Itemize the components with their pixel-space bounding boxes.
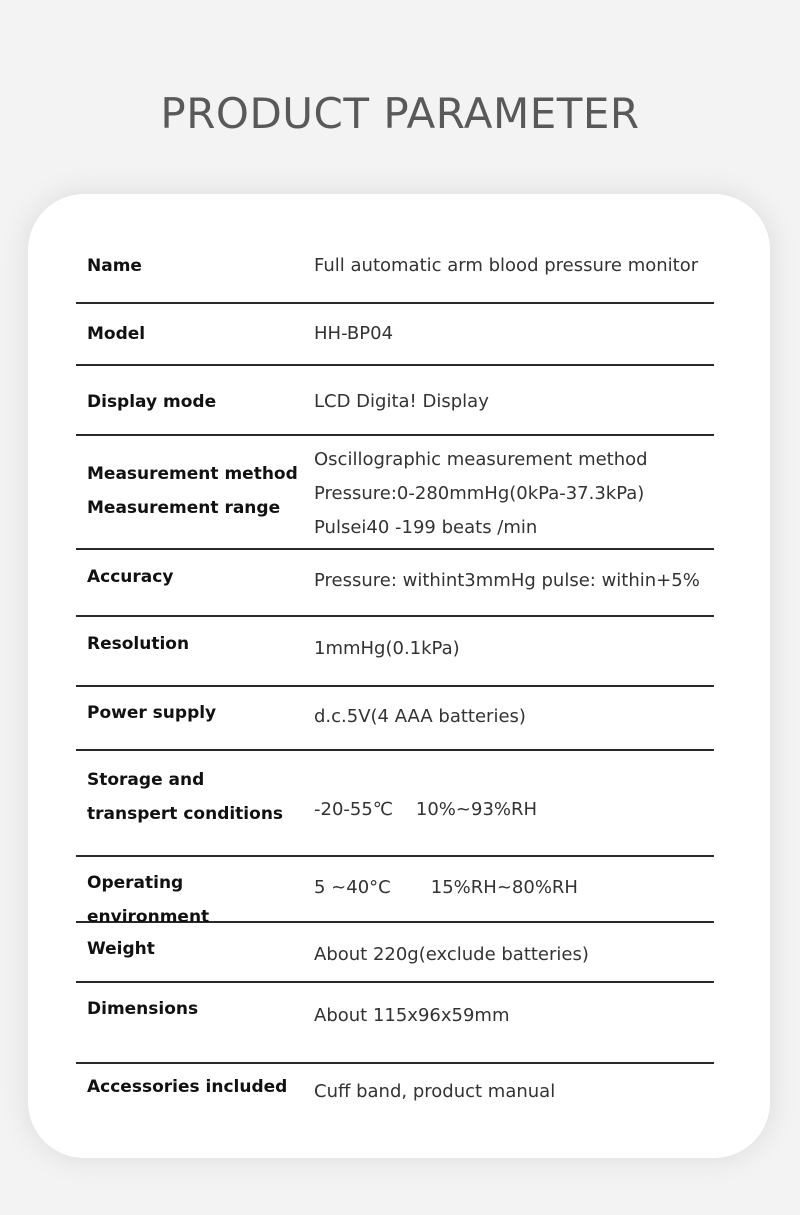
param-row-power-supply — [76, 687, 714, 751]
param-row-accessories — [76, 1064, 714, 1124]
param-value: Full automatic arm blood pressure monitor — [314, 255, 699, 276]
param-value: d.c.5V(4 AAA batteries) — [314, 706, 526, 727]
param-value: LCD Digita! Display — [314, 391, 489, 412]
param-row-weight — [76, 923, 714, 983]
parameter-card — [28, 194, 770, 1158]
param-value: Pressure: withint3mmHg pulse: within+5% — [314, 570, 700, 591]
param-label: Power supply — [87, 703, 217, 723]
param-value: -20-55℃ 10%~93%RH — [314, 799, 538, 820]
param-value: Oscillographic measurement method Pressure:0-280mmHg(0kPa-37.3kPa) Pulsei40 -199 beats /min — [314, 449, 648, 538]
param-value: About 220g(exclude batteries) — [314, 944, 589, 965]
param-value: Cuff band, product manual — [314, 1081, 556, 1102]
param-row-storage — [76, 751, 714, 857]
param-label: Display mode — [87, 392, 217, 412]
param-row-model — [76, 304, 714, 366]
param-label: Weight — [87, 939, 155, 959]
param-row-dimensions — [76, 983, 714, 1064]
param-row-accuracy — [76, 550, 714, 617]
param-label: Measurement method Measurement range — [87, 464, 298, 518]
param-value: 5 ~40°C 15%RH~80%RH — [314, 877, 578, 898]
param-label: Name — [87, 256, 142, 276]
param-label: Accuracy — [87, 567, 174, 587]
param-value: 1mmHg(0.1kPa) — [314, 638, 460, 659]
param-row-measurement — [76, 436, 714, 550]
param-label: Storage and transpert conditions — [87, 770, 284, 824]
param-row-display-mode — [76, 366, 714, 436]
param-label: Operating environment — [87, 873, 210, 927]
param-label: Resolution — [87, 634, 190, 654]
page-title: PRODUCT PARAMETER — [160, 89, 640, 138]
param-label: Dimensions — [87, 999, 199, 1019]
param-label: Model — [87, 324, 146, 344]
param-value: About 115x96x59mm — [314, 1005, 510, 1026]
param-label: Accessories included — [87, 1077, 288, 1097]
param-row-resolution — [76, 617, 714, 687]
param-row-operating-environment — [76, 857, 714, 927]
param-row-name — [76, 231, 714, 304]
param-value: HH-BP04 — [314, 323, 394, 344]
